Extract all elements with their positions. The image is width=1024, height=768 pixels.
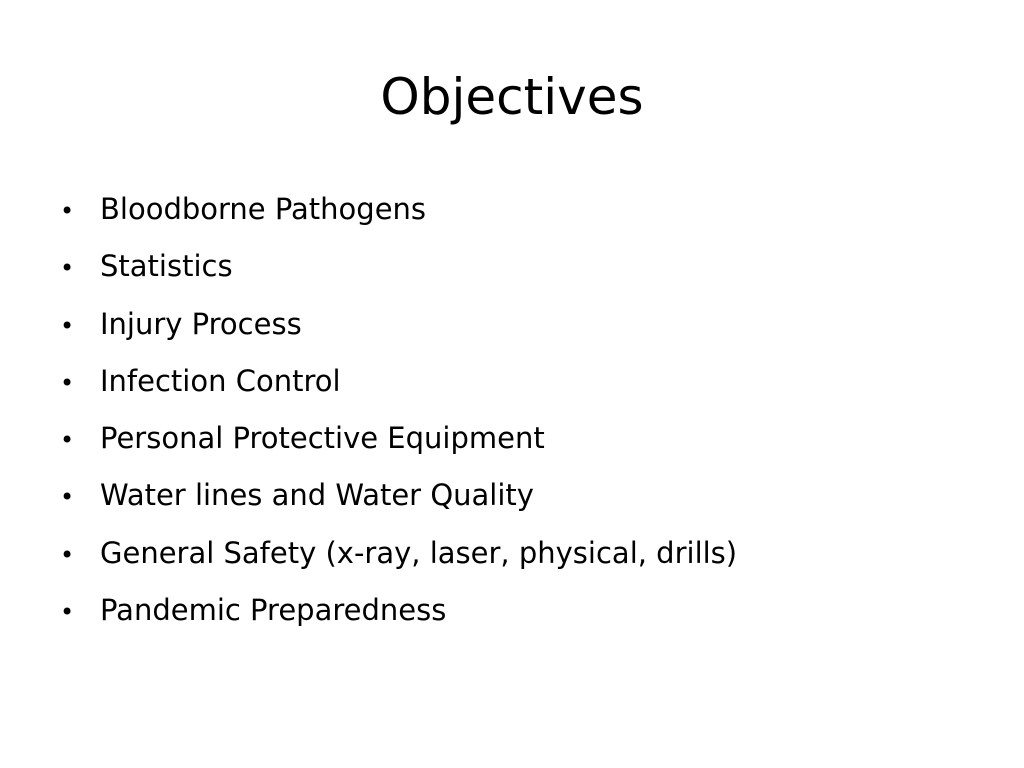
list-item-text: Injury Process: [100, 306, 302, 341]
list-item: [60, 529, 980, 586]
list-item: [60, 357, 980, 414]
list-item-text: Bloodborne Pathogens: [100, 192, 427, 226]
list-item-text: Infection Control: [100, 363, 341, 398]
list-item-text: Personal Protective Equipment: [100, 421, 545, 456]
list-item-text: Pandemic Preparedness: [100, 593, 447, 628]
bullet-icon: •: [60, 311, 75, 340]
bullet-icon: •: [60, 254, 75, 283]
list-item: [60, 242, 980, 299]
bullet-icon: •: [60, 197, 75, 225]
bullet-icon: •: [60, 540, 75, 569]
bullet-icon: •: [60, 368, 75, 397]
list-item-text: Water lines and Water Quality: [100, 478, 534, 513]
list-item-text: General Safety (x-ray, laser, physical, drills): [100, 535, 738, 570]
list-item: [60, 300, 980, 357]
bullet-icon: •: [60, 483, 75, 512]
objectives-list: [60, 185, 980, 643]
list-item: [60, 185, 980, 242]
list-item-text: Statistics: [100, 249, 233, 284]
list-item: [60, 471, 980, 528]
bullet-icon: •: [60, 598, 75, 627]
slide-title: Objectives: [380, 68, 644, 126]
list-item: [60, 586, 980, 643]
list-item: [60, 414, 980, 471]
bullet-icon: •: [60, 426, 75, 455]
